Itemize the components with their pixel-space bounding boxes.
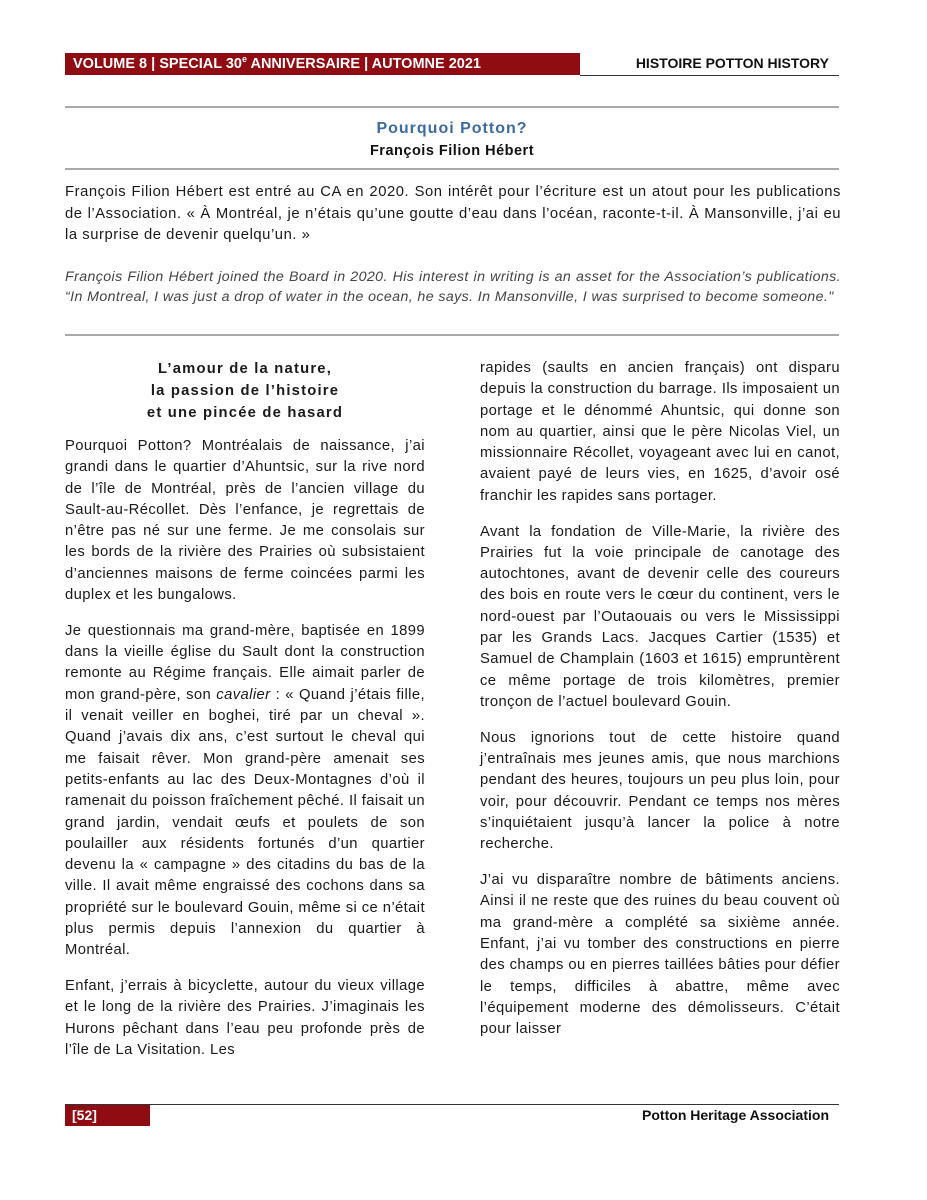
subhead-line: la passion de l’histoire [150, 383, 340, 399]
article-author: François Filion Hébert [369, 143, 535, 159]
body-paragraph [65, 621, 425, 962]
title-divider [65, 168, 839, 170]
issue-ordinal-suffix: e [241, 54, 247, 65]
left-column [65, 358, 425, 1076]
body-paragraph: Enfant, j’errais à bicyclette, autour du vieux village et le long de la rivière des Prairies. J’imaginais les Hurons pêchant dans l’eau peu profonde près de l’île de La Visitation. Les [65, 978, 425, 1059]
issue-prefix: VOLUME 8 | SPECIAL 30 [73, 56, 242, 72]
issue-banner [65, 53, 580, 75]
body-paragraph: rapides (saults en ancien français) ont disparu depuis la construction du barrage. Ils imposaient un portage et le dénommé Ahuntsic, qui donne son nom au quartier, ainsi que le père Nicolas Viel, un missionnaire Récollet, voyageant avec lui en canot, avaient payé de leurs vies, en 1625, d’avoir osé franchir les rapides sans portager. [480, 360, 840, 504]
intro-divider [65, 334, 839, 336]
subhead-line: et une pincée de hasard [146, 405, 344, 421]
italic-term: cavalier [216, 686, 271, 703]
issue-suffix: ANNIVERSAIRE | AUTOMNE 2021 [247, 56, 481, 72]
article-title: Pourquoi Potton? [376, 120, 528, 137]
body-paragraph: Pourquoi Potton? Montréalais de naissance, j’ai grandi dans le quartier d’Ahuntsic, sur la rive nord de l’île de Montréal, près de l’ancien village du Sault-au-Récollet. Dès l’enfance, je regrettais de n’être pas né sur une ferme. Je me consolais sur les bords de la rivière des Prairies où subsistaient d’anciennes maisons de ferme coincées parmi les duplex et les bungalows. [65, 438, 425, 604]
body-paragraph: Nous ignorions tout de cette histoire quand j’entraînais mes jeunes amis, que nous marchions pendant des heures, toujours un peu plus loin, pour voir, pour découvrir. Pendant ce temps nos mères s’inquiétaient jusqu’à lancer la police à notre recherche. [480, 729, 840, 853]
body-paragraph: J’ai vu disparaître nombre de bâtiments anciens. Ainsi il ne reste que des ruines du beau couvent où ma grand-mère a complété sa sixième année. Enfant, j’ai vu tomber des constructions en pierre des champs ou en pierres taillées bâties pour défier le temps, difficiles à abattre, même avec l’équipement moderne des démolisseurs. C’était pour laisser [480, 872, 840, 1038]
section-subhead [65, 358, 425, 424]
paragraph-text: Je questionnais ma grand-mère, baptisée en 1899 dans la vieille église du Sault dont la construction remonte au Régime français. Elle aimait parler de mon grand-père, son [65, 622, 425, 703]
intro-english: François Filion Hébert joined the Board in 2020. His interest in writing is an asset for the Association’s publications. “In Montreal, I was just a drop of water in the ocean, he says. In Mansonville, I was surprised to become someone." [65, 269, 841, 305]
publication-name: HISTOIRE POTTON HISTORY [635, 55, 829, 71]
publisher-name: Potton Heritage Association [642, 1107, 829, 1123]
paragraph-text: : « Quand j’étais fille, il venait veiller en boghei, tiré par un cheval ». Quand j’avais dix ans, c’est surtout le cheval qui me faisait rêver. Mon grand-père amenait ses petits-enfants au lac des Deux-Montagnes d’où il ramenait du poisson fraîchement pêché. Il faisait un grand jardin, vendait œufs et poulets de son poulailler aux résidents fortunés d’un quartier devenu la « campagne » des citadins du bas de la ville. Il avait même engraissé des cochons dans sa propriété sur le boulevard Gouin, même si ce n’était plus permis depuis l’annexion du quartier à Montréal. [65, 686, 425, 959]
intro-french: François Filion Hébert est entré au CA en 2020. Son intérêt pour l’écriture est un atout pour les publications de l’Association. « À Montréal, je n’étais qu’une goutte d’eau dans l’océan, raconte-t-il. À Mansonville, j’ai eu la surprise de devenir quelqu’un. » [65, 184, 841, 243]
top-divider [65, 106, 839, 108]
footer-rule [65, 1104, 839, 1105]
body-paragraph: Avant la fondation de Ville-Marie, la rivière des Prairies fut la voie principale de canotage des autochtones, avant de devenir celle des coureurs des bois en route vers le cœur du continent, vers le nord-ouest par l’Outaouais ou vers le Mississippi par les Grands Lacs. Jacques Cartier (1535) et Samuel de Champlain (1603 et 1615) empruntèrent ce même portage de trois kilomètres, premier tronçon de l’actuel boulevard Gouin. [480, 523, 840, 710]
page-number: [52] [65, 1105, 150, 1126]
subhead-line: L’amour de la nature, [157, 361, 333, 377]
right-column [480, 358, 840, 1055]
header-underline [580, 75, 839, 76]
